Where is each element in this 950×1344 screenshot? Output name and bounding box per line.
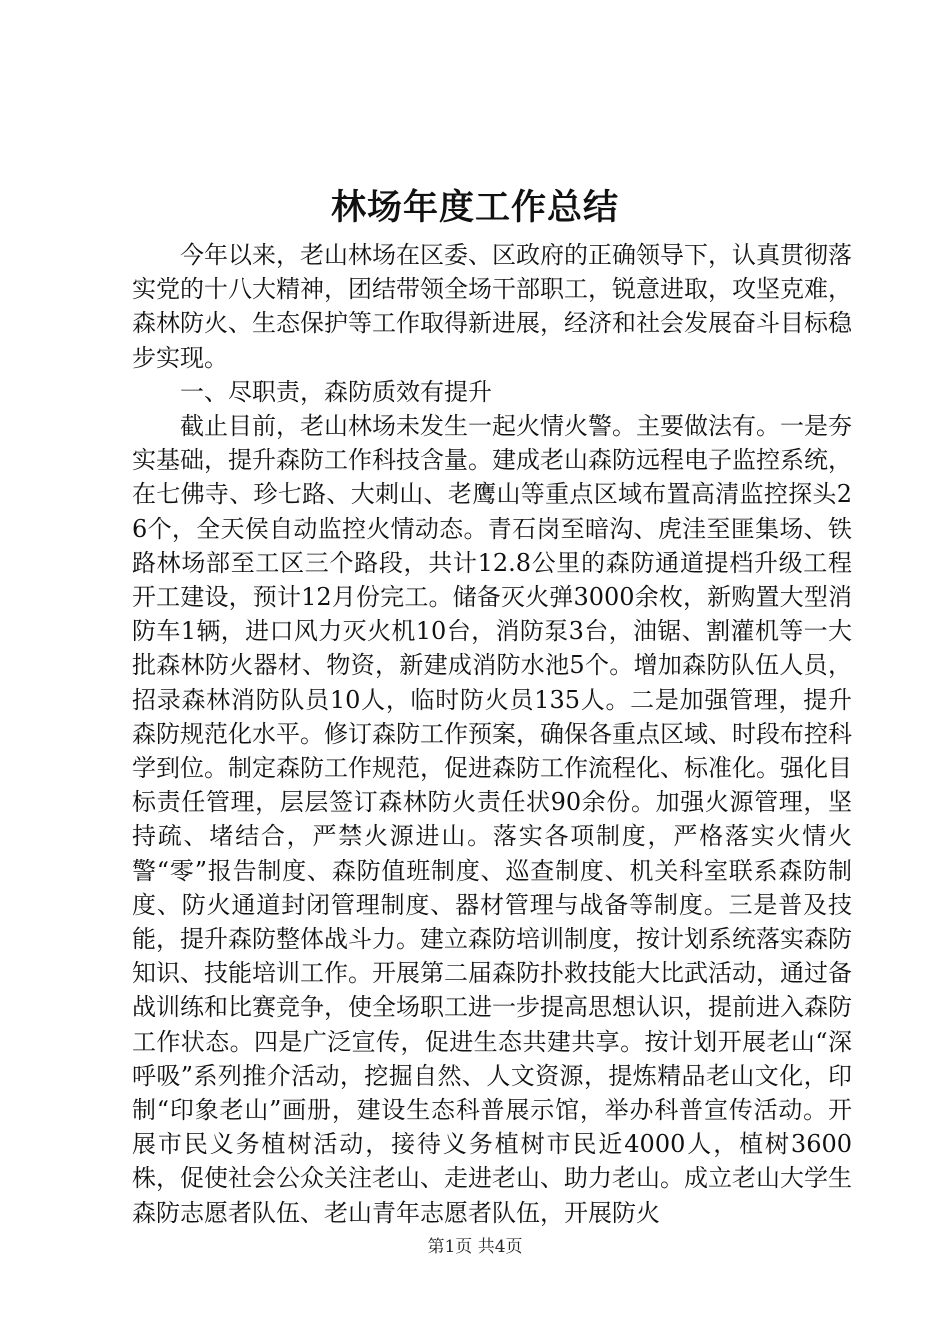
section-paragraph: 截止目前，老山林场未发生一起火情火警。主要做法有。一是夯实基础，提升森防工作科技含量。建成老山森防远程电子监控系统，在七佛寺、珍七路、大刺山、老鹰山等重点区域布置高清监控探头26个，全天侯自动监控火情动态。青石岗至暗沟、虎洼至匪集场、铁路林场部至工区三个路段，共计12.8公里的森防通道提档升级工程开工建设，预计12月份完工。储备灭火弹3000余枚，新购置大型消防车1辆，进口风力灭火机10台，消防泵3台，油锯、割灌机等一大批森林防火器材、物资，新建成消防水池5个。增加森防队伍人员，招录森林消防队员10人，临时防火员135人。二是加强管理，提升森防规范化水平。修订森防工作预案，确保各重点区域、时段布控科学到位。制定森防工作规范，促进森防工作流程化、标准化。强化目标责任管理，层层签订森林防火责任状90余份。加强火源管理，坚持疏、堵结合，严禁火源进山。落实各项制度，严格落实火情火警“零”报告制度、森防值班制度、巡查制度、机关科室联系森防制度、防火通道封闭管理制度、器材管理与战备等制度。三是普及技能，提升森防整体战斗力。建立森防培训制度，按计划系统落实森防知识、技能培训工作。开展第二届森防扑救技能大比武活动，通过备战训练和比赛竞争，使全场职工进一步提高思想认识，提前进入森防工作状态。四是广泛宣传，促进生态共建共享。按计划开展老山“深呼吸”系列推介活动，挖掘自然、人文资源，提炼精品老山文化，印制“印象老山”画册，建设生态科普展示馆，举办科普宣传活动。开展市民义务植树活动，接待义务植树市民近4000人，植树3600株，促使社会公众关注老山、走进老山、助力老山。成立老山大学生森防志愿者队伍、老山青年志愿者队伍，开展防火 bbox=[132, 412, 852, 1227]
page-number-footer: 第1页 共4页 bbox=[427, 1237, 523, 1257]
document-title: 林场年度工作总结 bbox=[330, 187, 619, 228]
document-body bbox=[132, 238, 852, 1230]
section-heading: 一、尽职责，森防质效有提升 bbox=[180, 377, 492, 406]
intro-paragraph: 今年以来，老山林场在区委、区政府的正确领导下，认真贯彻落实党的十八大精神，团结带领全场干部职工，锐意进取，攻坚克难，森林防火、生态保护等工作取得新进展，经济和社会发展奋斗目标稳步实现。 bbox=[132, 241, 852, 372]
